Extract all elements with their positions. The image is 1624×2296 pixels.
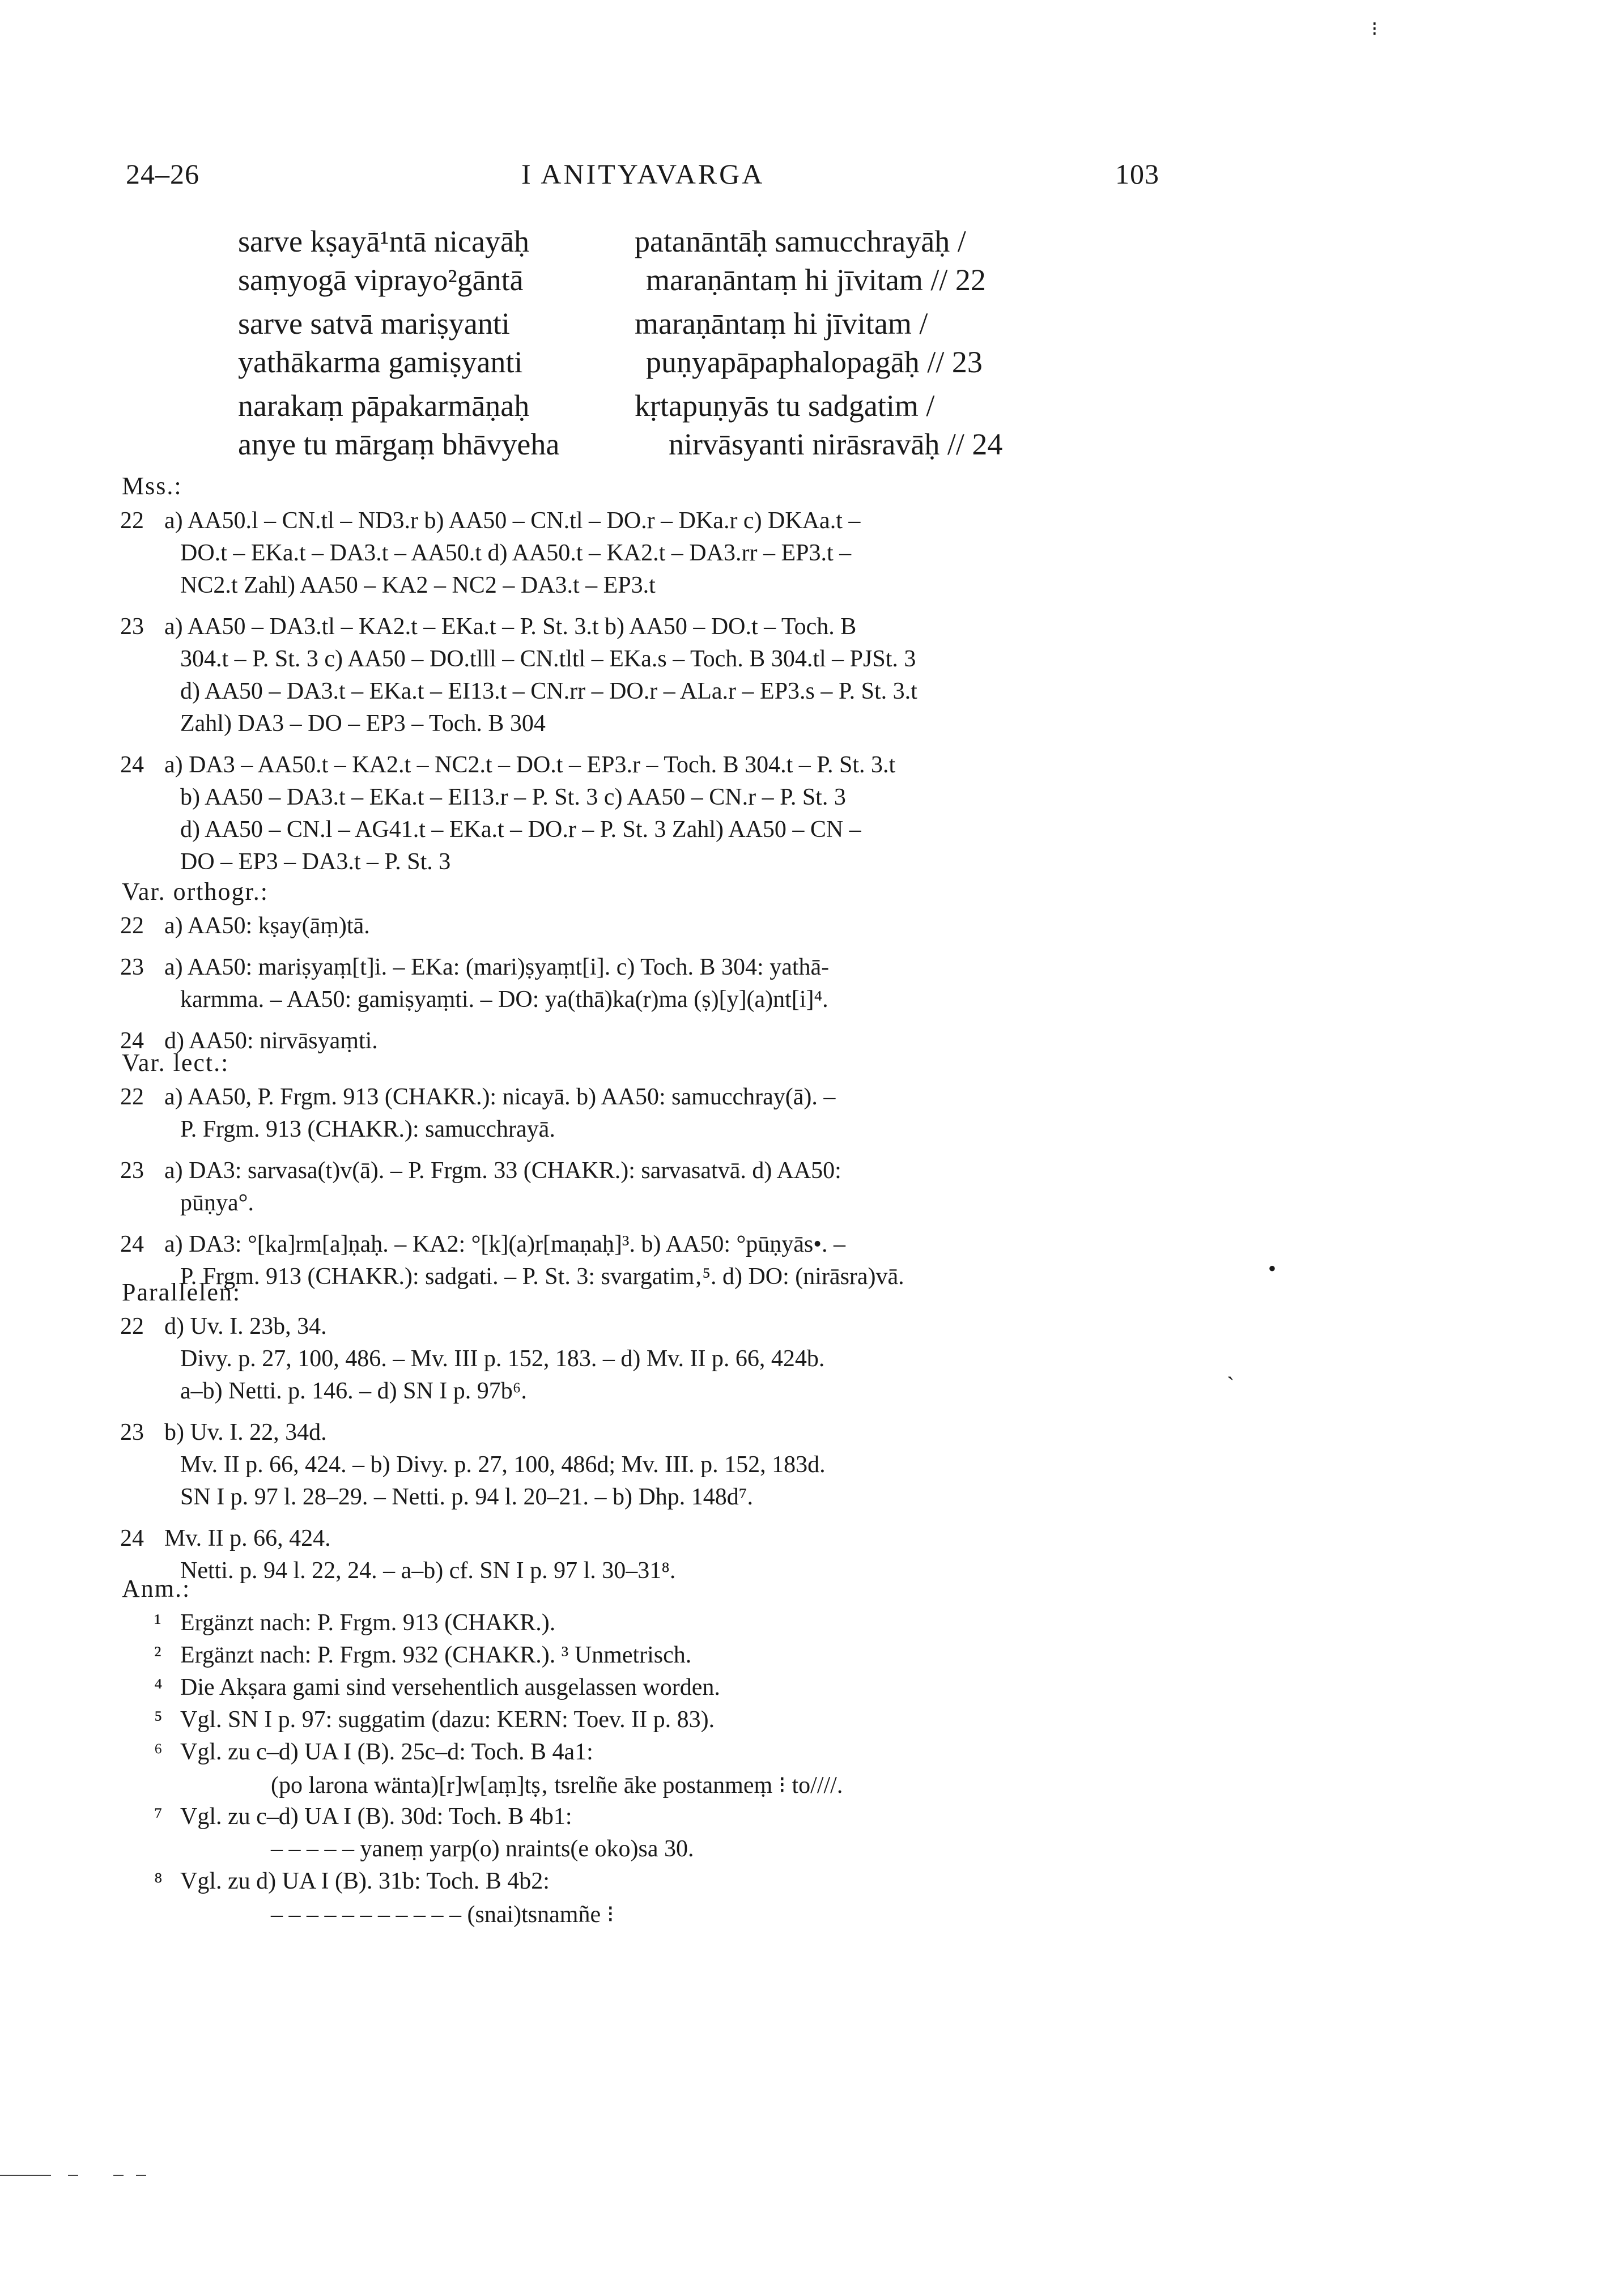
entry-text: Netti. p. 94 l. 22, 24. – a–b) cf. SN I p. 97 l. 30–31⁸. (180, 1558, 676, 1584)
verse-pada-b: maraṇāntaṃ hi jīvitam / (635, 307, 928, 341)
section-var-orthogr: Var. orthogr.: (122, 878, 269, 905)
footnote-text: (po larona wänta)[r]w[aṃ]tṣ‚ tsrelñe āke postanmeṃ ⁝ to////. (271, 1772, 843, 1798)
entry-number: 24 (120, 752, 144, 778)
entry-text: a) AA50: kṣay(āṃ)tā. (164, 913, 370, 939)
footnote-text: Die Akṣara gami sind versehentlich ausgelassen worden. (180, 1674, 720, 1700)
verse-pada-a: sarve satvā mariṣyanti (238, 307, 510, 341)
page-range: 24–26 (126, 158, 199, 190)
verse-pada-b: kṛtapuṇyās tu sadgatim / (635, 389, 935, 423)
verse-pada-b: maraṇāntaṃ hi jīvitam // 22 (646, 263, 986, 297)
entry-text: Mv. II p. 66, 424. – b) Divy. p. 27, 100, 486d; Mv. III. p. 152, 183d. (180, 1452, 826, 1478)
footnote-text: Ergänzt nach: P. Frgm. 913 (CHAKR.). (180, 1610, 556, 1636)
entry-text: a–b) Netti. p. 146. – d) SN I p. 97b⁶. (180, 1378, 527, 1404)
scan-edge-dot (113, 2175, 124, 2176)
section-var-lect: Var. lect.: (122, 1049, 229, 1077)
scan-dot-mark: • (1268, 1256, 1277, 1281)
entry-text: a) DA3: °[ka]rm[a]ṇaḥ. – KA2: °[k](a)r[maṇaḥ]³. b) AA50: °pūṇyās•. – (164, 1231, 845, 1257)
verse-pada-a: saṃyogā viprayo²gāntā (238, 263, 524, 297)
entry-text: a) DA3: sarvasa(t)v(ā). – P. Frgm. 33 (CHAKR.): sarvasatvā. d) AA50: (164, 1158, 841, 1184)
verse-pada-a: yathākarma gamiṣyanti (238, 345, 523, 379)
verse-pada-a: sarve kṣayā¹ntā nicayāḥ (238, 224, 529, 258)
footnote-number: ² (154, 1642, 161, 1668)
footnote-text: – – – – – – – – – – – (snai)tsnamñe ⁝ (271, 1902, 614, 1928)
entry-number: 23 (120, 1158, 144, 1184)
verse-pada-b: puṇyapāpaphalopagāḥ // 23 (646, 345, 983, 379)
entry-number: 24 (120, 1028, 144, 1054)
entry-number: 22 (120, 1084, 144, 1110)
footnote-text: Vgl. zu c–d) UA I (B). 25c–d: Toch. B 4a1: (180, 1739, 593, 1765)
entry-text: d) AA50: nirvāsyaṃti. (164, 1028, 378, 1054)
footnote-number: ⁸ (154, 1868, 163, 1894)
section-parallelen: Parallelen: (122, 1278, 241, 1306)
entry-text: P. Frgm. 913 (CHAKR.): sadgati. – P. St. 3: svargatim‚⁵. d) DO: (nirāsra)vā. (180, 1264, 904, 1290)
entry-text: b) AA50 – DA3.t – EKa.t – EI13.r – P. St. 3 c) AA50 – CN.r – P. St. 3 (180, 784, 846, 810)
entry-number: 22 (120, 508, 144, 534)
footnote-number: ⁷ (154, 1804, 163, 1830)
entry-text: DO – EP3 – DA3.t – P. St. 3 (180, 849, 451, 875)
entry-text: pūṇya°. (180, 1190, 254, 1216)
entry-text: a) AA50 – DA3.tl – KA2.t – EKa.t – P. St. 3.t b) AA50 – DO.t – Toch. B (164, 614, 857, 640)
entry-number: 22 (120, 1313, 144, 1340)
scan-edge-line (0, 2175, 51, 2176)
entry-number: 23 (120, 1419, 144, 1445)
page-number: 103 (1115, 158, 1159, 190)
scan-edge-dot (68, 2175, 78, 2176)
scan-mark-top-right: ⁝ (1371, 18, 1378, 40)
verse-pada-a: anye tu mārgaṃ bhāvyeha (238, 427, 560, 461)
entry-number: 23 (120, 614, 144, 640)
entry-text: d) Uv. I. 23b, 34. (164, 1313, 327, 1340)
footnote-text: Ergänzt nach: P. Frgm. 932 (CHAKR.). ³ Unmetrisch. (180, 1642, 692, 1668)
entry-text: a) AA50.l – CN.tl – ND3.r b) AA50 – CN.tl – DO.r – DKa.r c) DKAa.t – (164, 508, 861, 534)
entry-text: d) AA50 – DA3.t – EKa.t – EI13.t – CN.rr – DO.r – ALa.r – EP3.s – P. St. 3.t (180, 678, 917, 704)
running-title: I ANITYAVARGA (521, 158, 765, 190)
scan-edge-dot (136, 2175, 146, 2176)
footnote-text: Vgl. SN I p. 97: suggatim (dazu: KERN: Toev. II p. 83). (180, 1707, 715, 1733)
entry-text: a) AA50, P. Frgm. 913 (CHAKR.): nicayā. b) AA50: samucchray(ā). – (164, 1084, 836, 1110)
footnote-text: Vgl. zu d) UA I (B). 31b: Toch. B 4b2: (180, 1868, 550, 1894)
footnote-number: ¹ (154, 1610, 161, 1636)
verse-pada-b: patanāntāḥ samucchrayāḥ / (635, 224, 966, 258)
section-anm: Anm.: (122, 1575, 191, 1602)
entry-number: 23 (120, 954, 144, 980)
footnote-number: ⁴ (154, 1674, 163, 1700)
verse-pada-b: nirvāsyanti nirāsravāḥ // 24 (669, 427, 1003, 461)
entry-text: d) AA50 – CN.l – AG41.t – EKa.t – DO.r – P. St. 3 Zahl) AA50 – CN – (180, 817, 861, 843)
entry-text: Zahl) DA3 – DO – EP3 – Toch. B 304 (180, 711, 546, 737)
entry-number: 24 (120, 1231, 144, 1257)
entry-text: Mv. II p. 66, 424. (164, 1525, 331, 1551)
entry-text: P. Frgm. 913 (CHAKR.): samucchrayā. (180, 1116, 555, 1142)
entry-text: karmma. – AA50: gamiṣyaṃti. – DO: ya(thā)ka(r)ma (ṣ)[y](a)nt[i]⁴. (180, 987, 828, 1013)
verse-pada-a: narakaṃ pāpakarmāṇaḥ (238, 389, 530, 423)
entry-text: SN I p. 97 l. 28–29. – Netti. p. 94 l. 20–21. – b) Dhp. 148d⁷. (180, 1484, 753, 1510)
entry-number: 22 (120, 913, 144, 939)
scan-tick-mark: ˎ (1227, 1355, 1235, 1380)
entry-text: Divy. p. 27, 100, 486. – Mv. III p. 152, 183. – d) Mv. II p. 66, 424b. (180, 1346, 825, 1372)
entry-text: DO.t – EKa.t – DA3.t – AA50.t d) AA50.t – KA2.t – DA3.rr – EP3.t – (180, 540, 852, 566)
entry-text: 304.t – P. St. 3 c) AA50 – DO.tlll – CN.tltl – EKa.s – Toch. B 304.tl – PJSt. 3 (180, 646, 916, 672)
section-mss: Mss.: (122, 472, 182, 500)
entry-number: 24 (120, 1525, 144, 1551)
entry-text: a) DA3 – AA50.t – KA2.t – NC2.t – DO.t – EP3.r – Toch. B 304.t – P. St. 3.t (164, 752, 896, 778)
footnote-number: ⁵ (154, 1707, 163, 1733)
footnote-number: ⁶ (154, 1739, 163, 1765)
entry-text: NC2.t Zahl) AA50 – KA2 – NC2 – DA3.t – EP3.t (180, 572, 656, 598)
entry-text: a) AA50: mariṣyaṃ[t]i. – EKa: (mari)ṣyaṃt[i]. c) Toch. B 304: yathā- (164, 954, 830, 980)
footnote-text: – – – – – yaneṃ yarp(o) nraints(e oko)sa 30. (271, 1836, 694, 1862)
entry-text: b) Uv. I. 22, 34d. (164, 1419, 327, 1445)
footnote-text: Vgl. zu c–d) UA I (B). 30d: Toch. B 4b1: (180, 1804, 572, 1830)
